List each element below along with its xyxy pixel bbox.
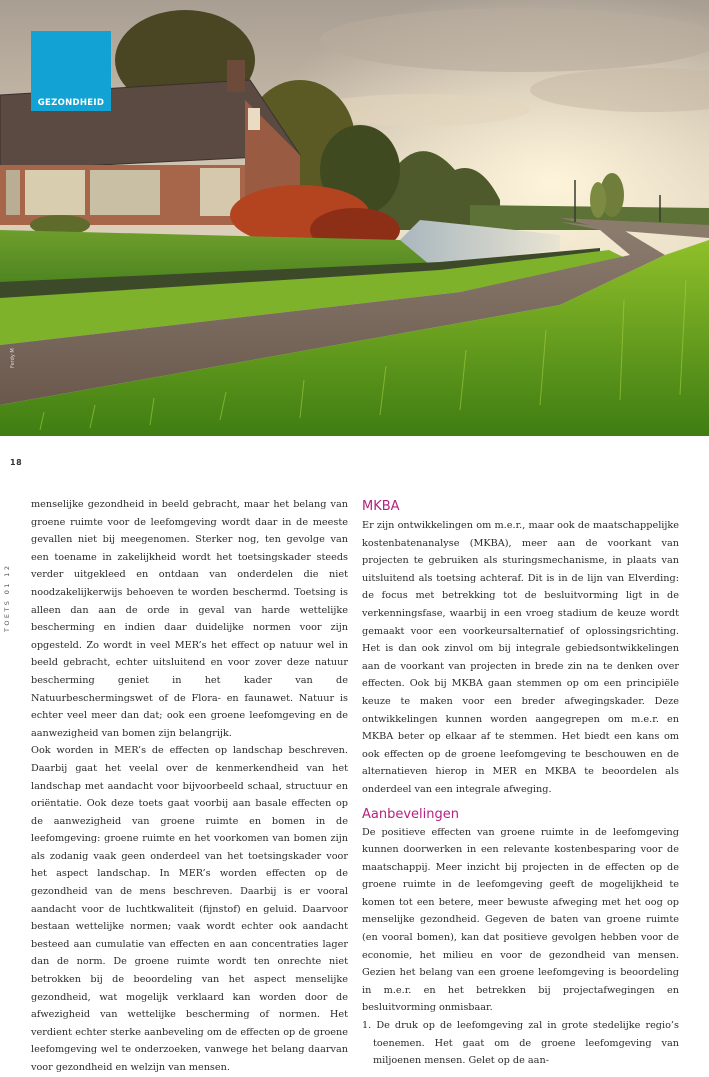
mkba-paragraph: Er zijn ontwikkelingen om m.e.r., maar ook de maatschappelijke kostenbatenanalyse (MKBA), meer aan de voorkant van projecten te gebruiken als sturingsmechanisme, in plaats van uitsluitend als toetsing achteraf. Dit is in de lijn van Elverding: de focus met betrekking tot de besluitvorming ligt in de verkenningsfase, waarbij in een vroeg stadium de keuze wordt gemaakt voor een voorkeursalternatief of oplossingsrichting. Het is dan ook zinvol om bij integrale gebiedsontwikkelingen aan de voorkant van projecten in brede zin na te denken over effecten. Ook bij MKBA gaan stemmen op om een principiële keuze te maken voor een breder afwegingskader. Deze ontwikkelingen kunnen worden aangegrepen om m.e.r. en MKBA beter op elkaar af te stemmen. Het biedt een kans om ook effecten op de groene leefomgeving te beschouwen en de alternatieven hierop in MER en MKBA te beoordelen als onderdeel van een integrale afweging. bbox=[362, 520, 679, 795]
section-tag bbox=[31, 31, 111, 111]
page-number: 18 bbox=[10, 458, 23, 467]
right-column bbox=[362, 497, 679, 1070]
body-paragraph: menselijke gezondheid in beeld gebracht, maar het belang van groene ruimte voor de leefomgeving wordt daar in de meeste gevallen niet bij meegenomen. Sterker nog, ten gevolge van een toename in zakelijkheid wordt het toetsingskader steeds verder uitgekleed en ontdaan van onderdelen die niet noodzakelijkerwijs behoeven te worden beschermd. Toetsing is alleen dan aan de orde in geval van harde wettelijke bescherming en indien daar duidelijke normen voor zijn opgesteld. Zo wordt in veel MER’s het effect op natuur wel in beeld gebracht, echter uitsluitend en voor zover deze natuur bescherming geniet in het kader van de Natuurbeschermingswet of de Flora- en faunawet. Natuur is echter veel meer dan dat; ook een groene leefomgeving en de aanwezigheid van bomen zijn belangrijk. bbox=[31, 499, 348, 739]
heading-mkba: MKBA bbox=[362, 499, 400, 514]
list-item: 1. De druk op de leefomgeving zal in grote stedelijke regio’s toenemen. Het gaat om de groene leefomgeving van miljoenen mensen. Gelet op de aan- bbox=[362, 1020, 679, 1067]
left-column bbox=[31, 496, 348, 1077]
aanbevelingen-paragraph: De positieve effecten van groene ruimte in de leefomgeving kunnen doorwerken in een relevante kostenbesparing voor de maatschappij. Meer inzicht bij projecten in de effecten op de groene ruimte in de leefomgeving geeft de mogelijkheid te komen tot een betere, meer bewuste afweging met het oog op menselijke gezondheid. Gegeven de baten van groene ruimte (en vooral bomen), kan dat positieve gevolgen hebben voor de economie, het milieu en voor de gezondheid van mensen. Gezien het belang van een groene leefomgeving is beoordeling in m.e.r. en het betrekken bij projectafwegingen en besluitvorming onmisbaar. bbox=[362, 826, 679, 1014]
heading-aanbevelingen: Aanbevelingen bbox=[362, 806, 459, 822]
recommendations-list bbox=[362, 1017, 679, 1070]
hero-photo bbox=[0, 0, 709, 436]
body-paragraph: Ook worden in MER’s de effecten op landschap beschreven. Daarbij gaat het veelal over de kenmerkendheid van het landschap met aandacht voor bijvoorbeeld schaal, structuur en oriëntatie. Ook deze toets gaat voorbij aan basale effecten op de aanwezigheid van groene ruimte en bomen in de leefomgeving: groene ruimte en het voorkomen van bomen zijn als zodanig vaak geen onderdeel van het toetsingskader voor het aspect landschap. In MER’s worden effecten op de gezondheid van de mens beschreven. Daarbij is er vooral aandacht voor de luchtkwaliteit (fijnstof) en geluid. Daarvoor bestaan wettelijke normen; vaak wordt echter ook aandacht besteed aan cumulatie van effecten en aan concentraties lager dan de norm. De groene ruimte wordt ten onrechte niet betrokken bij de beoordeling van het aspect menselijke gezondheid, wat mogelijk verklaard kan worden door de afwezigheid van wettelijke bescherming of normen. Het verdient echter sterke aanbeveling om de effecten op de groene leefomgeving wel te onderzoeken, vanwege het belang daarvan voor gezondheid en welzijn van mensen. bbox=[31, 745, 348, 1073]
section-tag-label: GEZONDHEID bbox=[37, 98, 105, 108]
running-head: TOETS 01 12 bbox=[3, 563, 11, 632]
photo-credit: Ferdy M bbox=[10, 348, 16, 368]
